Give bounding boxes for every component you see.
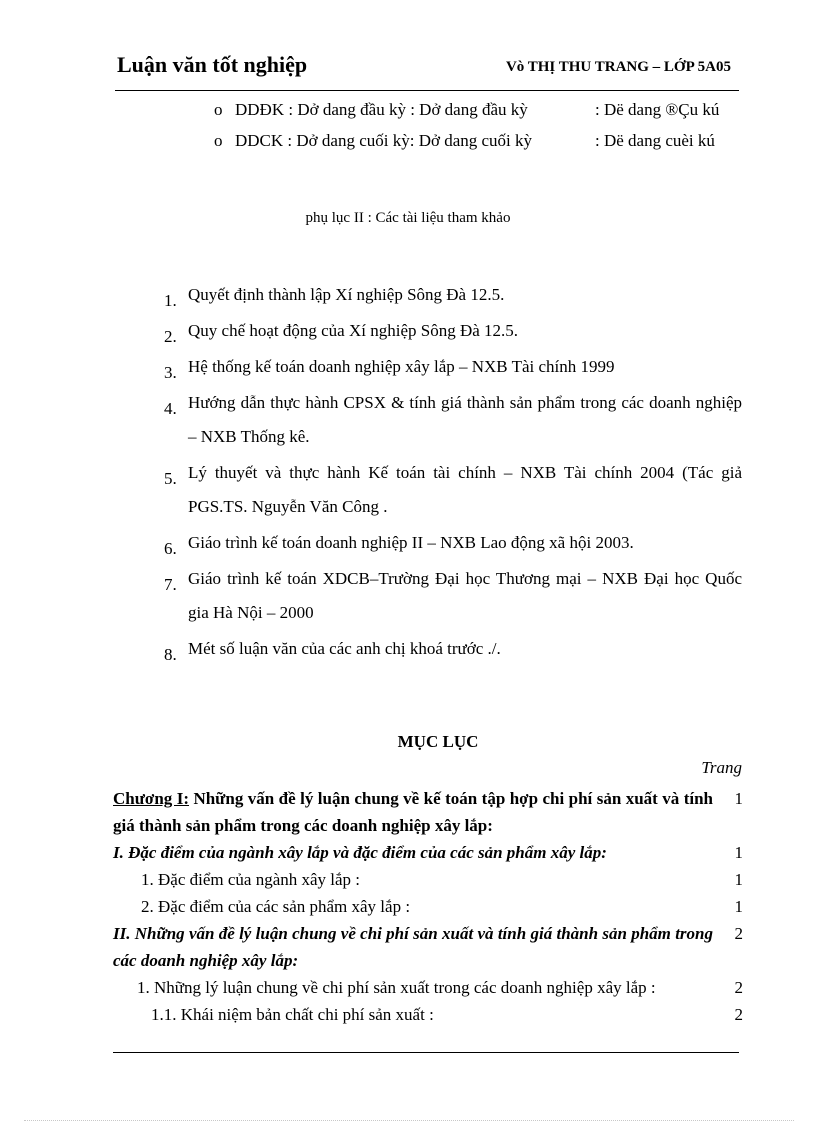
toc-entry-text: I. Đặc điểm của ngành xây lắp và đặc điểm của các sản phẩm xây lắp: <box>113 843 607 862</box>
toc-page-number: 2 <box>734 924 743 943</box>
toc-page-number: 1 <box>734 897 743 916</box>
reference-text: Giáo trình kế toán doanh nghiệp II – NXB Lao động xã hội 2003. <box>188 533 634 552</box>
reference-text: Quy chế hoạt động của Xí nghiệp Sông Đà 12.5. <box>188 321 519 340</box>
toc-page-number: 1 <box>734 870 743 889</box>
toc-entry-text: 2. Đặc điểm của các sản phẩm xây lắp : <box>141 897 411 916</box>
toc-page-number: 2 <box>734 1005 743 1024</box>
toc-entry-text: 1. Đặc điểm của ngành xây lắp : <box>141 870 361 889</box>
reference-text: Hướng dẫn thực hành CPSX & tính giá thành sản phẩm trong các doanh nghiệp – NXB Thống kê. <box>188 393 742 446</box>
reference-list <box>160 278 742 668</box>
page-edge <box>24 1120 794 1121</box>
toc-entry-section-2-1-1[interactable] <box>113 1001 743 1028</box>
reference-item <box>160 350 742 384</box>
reference-item <box>160 278 742 312</box>
reference-number: 2. <box>164 327 177 346</box>
toc-page-number: 1 <box>734 789 743 808</box>
reference-item <box>160 314 742 348</box>
reference-number: 3. <box>164 363 177 382</box>
reference-number: 8. <box>164 645 177 664</box>
toc-page-number: 1 <box>734 843 743 862</box>
abbreviation-item <box>214 129 744 160</box>
abbreviation-item <box>214 98 744 129</box>
toc-entry-text: 1. Những lý luận chung về chi phí sản xuất trong các doanh nghiệp xây lắp : <box>137 978 656 997</box>
chapter-title: Những vấn đề lý luận chung về kế toán tập hợp chi phí sản xuất và tính giá thành sản phẩm trong các doanh nghiệp xây lắp: <box>113 789 713 835</box>
bullet-icon: o <box>214 100 223 119</box>
abbreviation-list <box>214 98 744 160</box>
reference-number: 5. <box>164 469 177 488</box>
abbreviation-legacy-text: : Dë dang ®Çu kú <box>595 100 720 119</box>
toc-entry-section-2-1[interactable] <box>113 974 743 1001</box>
reference-text: Lý thuyết và thực hành Kế toán tài chính – NXB Tài chính 2004 (Tác giả PGS.TS. Nguyễn Văn Công . <box>188 463 742 516</box>
reference-number: 1. <box>164 291 177 310</box>
toc-entry-section-1[interactable] <box>113 839 743 866</box>
reference-text: Quyết định thành lập Xí nghiệp Sông Đà 12.5. <box>188 285 505 304</box>
reference-text: Hệ thống kế toán doanh nghiệp xây lắp – NXB Tài chính 1999 <box>188 357 615 376</box>
abbreviation-text: DDĐK : Dở dang đầu kỳ : Dở dang đầu kỳ <box>235 100 528 119</box>
reference-item <box>160 456 742 524</box>
chapter-label: Chương I: <box>113 789 190 808</box>
toc-entry-section-2[interactable] <box>113 920 743 974</box>
reference-number: 7. <box>164 575 177 594</box>
appendix-heading: phụ lục II : Các tài liệu tham khảo <box>305 210 511 226</box>
reference-item <box>160 632 742 666</box>
reference-item <box>160 386 742 454</box>
toc-entry-chapter-1[interactable] <box>113 785 743 839</box>
author-class: Vò THỊ THU TRANG – LỚP 5A05 <box>505 59 731 75</box>
toc-title: MỤC LỤC <box>397 732 479 751</box>
toc-entry-section-1-1[interactable] <box>113 866 743 893</box>
toc-entry-text: 1.1. Khái niệm bản chất chi phí sản xuất : <box>151 1005 434 1024</box>
reference-text: Giáo trình kế toán XDCB–Trường Đại học Thương mại – NXB Đại học Quốc gia Hà Nội – 2000 <box>188 569 742 622</box>
footer-divider <box>113 1052 739 1053</box>
table-of-contents <box>113 785 743 1028</box>
abbreviation-text: DDCK : Dở dang cuối kỳ: Dở dang cuối kỳ <box>235 131 533 150</box>
reference-item <box>160 562 742 630</box>
toc-entry-text: II. Những vấn đề lý luận chung về chi phí sản xuất và tính giá thành sản phẩm trong các doanh nghiệp xây lắp: <box>113 924 713 970</box>
reference-number: 4. <box>164 399 177 418</box>
reference-text: Mét số luận văn của các anh chị khoá trước ./. <box>188 639 501 658</box>
document-title: Luận văn tốt nghiệp <box>117 52 308 77</box>
reference-item <box>160 526 742 560</box>
reference-number: 6. <box>164 539 177 558</box>
toc-page-column-header: Trang <box>701 758 742 777</box>
toc-entry-text <box>113 785 713 839</box>
page-header <box>117 52 737 92</box>
header-divider <box>115 90 739 91</box>
toc-page-number: 2 <box>734 978 743 997</box>
bullet-icon: o <box>214 131 223 150</box>
toc-entry-section-1-2[interactable] <box>113 893 743 920</box>
abbreviation-legacy-text: : Dë dang cuèi kú <box>595 131 715 150</box>
